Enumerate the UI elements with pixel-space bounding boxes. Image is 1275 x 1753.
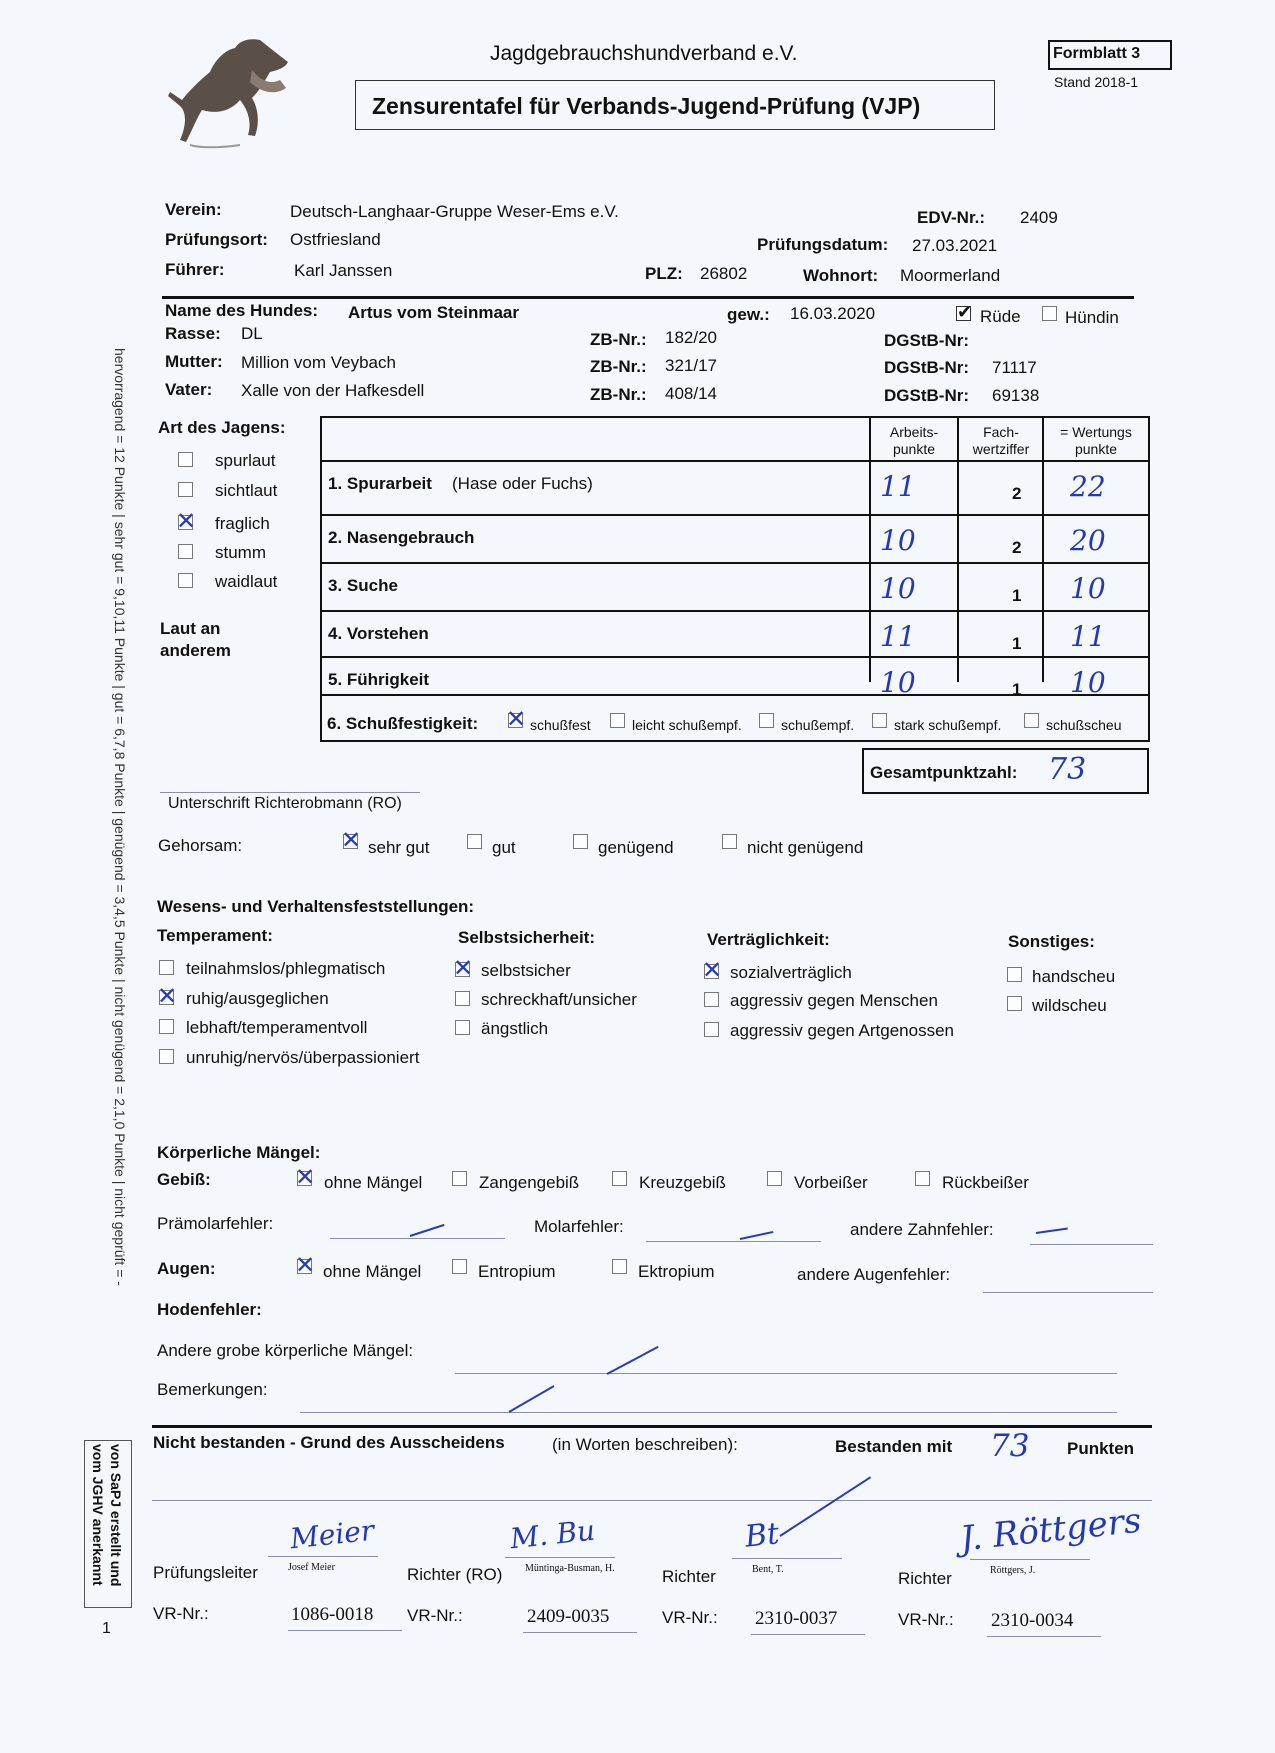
vr-value-1: 2409-0035: [527, 1606, 610, 1627]
grading-legend: hervorragend = 12 Punkte | sehr gut = 9,10,11 Punkte | gut = 6,7,8 Punkte | genügend = 3,4,5 Punkte | nicht genügend = 2,1,0 Punkte | nicht geprüft = -: [112, 348, 128, 1286]
andere-augen-line: [983, 1292, 1153, 1293]
stand-label: Stand 2018-1: [1054, 74, 1139, 90]
wohnort-label: Wohnort:: [803, 266, 879, 285]
selbst-title: Selbstsicherheit:: [458, 928, 595, 947]
gew-label: gew.:: [727, 305, 770, 324]
divider: [162, 296, 1134, 299]
wertungspunkte-value: 10: [1070, 572, 1106, 605]
gebiss-label-2: Kreuzgebiß: [639, 1173, 726, 1192]
fuehrer-value: Karl Janssen: [294, 261, 393, 280]
grund-line: [152, 1500, 1152, 1501]
edv-value: 2409: [1020, 208, 1058, 227]
jagen-checkbox-sichtlaut[interactable]: [178, 482, 193, 497]
gebiss-label-0: ohne Mängel: [324, 1173, 423, 1192]
dgstb-value-2: 71117: [992, 358, 1037, 377]
signature-line-3: [970, 1559, 1090, 1560]
augen-label-1: Entropium: [478, 1262, 556, 1281]
signer-name-1: Müntinga-Busman, H.: [525, 1563, 615, 1574]
vr-value-0: 1086-0018: [291, 1604, 374, 1625]
augen-checkbox-1[interactable]: [452, 1259, 467, 1274]
gebiss-checkbox-0[interactable]: [297, 1171, 312, 1186]
gew-value: 16.03.2020: [790, 304, 876, 323]
signer-name-3: Röttgers, J.: [990, 1565, 1036, 1576]
temperament-label-0: teilnahmslos/phlegmatisch: [186, 959, 386, 978]
wertungspunkte-value: 10: [1070, 666, 1106, 699]
fachwertziffer-value: 2: [1012, 538, 1022, 557]
vertrag-checkbox-0[interactable]: [704, 964, 719, 979]
jagen-label-waidlaut: waidlaut: [215, 572, 278, 591]
temperament-label-2: lebhaft/temperamentvoll: [186, 1018, 368, 1037]
bemerkungen-dash: [509, 1385, 555, 1413]
dgstb-label-3: DGStB-Nr:: [884, 386, 969, 405]
vater-label: Vater:: [165, 380, 213, 399]
temperament-checkbox-2[interactable]: [159, 1019, 174, 1034]
augen-label: Augen:: [157, 1259, 216, 1278]
vr-label-0: VR-Nr.:: [153, 1604, 209, 1623]
gehorsam-label-0: sehr gut: [368, 838, 430, 857]
schuss-label-4: schußscheu: [1046, 717, 1122, 733]
schuss-checkbox-1[interactable]: [610, 713, 625, 728]
gebiss-checkbox-1[interactable]: [452, 1171, 467, 1186]
wesen-title: Wesens- und Verhaltensfeststellungen:: [157, 897, 475, 916]
score-col-line-1: [869, 416, 871, 682]
org-name: Jagdgebrauchshundverband e.V.: [490, 42, 798, 65]
ruede-label: Rüde: [980, 307, 1021, 326]
signature-line-0: [268, 1556, 378, 1557]
augen-checkbox-0[interactable]: [297, 1259, 312, 1274]
ro-signature-label: Unterschrift Richterobmann (RO): [168, 795, 402, 812]
schuss-label-3: stark schußempf.: [894, 717, 1002, 733]
gesamt-value: 73: [1048, 752, 1087, 787]
molar-line: [646, 1241, 821, 1242]
plz-label: PLZ:: [645, 264, 683, 283]
temperament-checkbox-1[interactable]: [159, 990, 174, 1005]
jagen-title: Art des Jagens:: [158, 418, 286, 437]
temperament-label-1: ruhig/ausgeglichen: [186, 989, 329, 1008]
fuehrer-label: Führer:: [165, 260, 225, 279]
signer-role-0: Prüfungsleiter: [153, 1563, 258, 1582]
mutter-value: Million vom Veybach: [241, 353, 396, 372]
augen-checkbox-2[interactable]: [612, 1259, 627, 1274]
vater-value: Xalle von der Hafkesdell: [241, 381, 425, 400]
zb-value-1: 182/20: [665, 328, 717, 347]
augen-label-2: Ektropium: [638, 1262, 715, 1281]
signature-1: M. Bu: [508, 1513, 597, 1556]
vertrag-label-0: sozialverträglich: [730, 963, 852, 982]
ruede-checkbox[interactable]: [956, 306, 971, 321]
score-row-line: [320, 460, 1150, 462]
score-row-label: 2. Nasengebrauch: [328, 528, 475, 547]
molar-dash: [740, 1231, 774, 1240]
bemerkungen-label: Bemerkungen:: [157, 1380, 268, 1399]
temperament-checkbox-3[interactable]: [159, 1049, 174, 1064]
selbst-label-0: selbstsicher: [481, 961, 571, 980]
schuss-label-0: schußfest: [530, 717, 591, 733]
signer-name-2: Bent, T.: [752, 1564, 784, 1575]
signer-name-0: Josef Meier: [288, 1562, 335, 1573]
jagen-label-spurlaut: spurlaut: [215, 451, 276, 470]
vr-line-2: [751, 1634, 865, 1635]
zb-label-3: ZB-Nr.:: [590, 385, 647, 404]
gehorsam-label: Gehorsam:: [158, 836, 243, 855]
gebiss-checkbox-4[interactable]: [915, 1171, 930, 1186]
gesamt-label: Gesamtpunktzahl:: [870, 763, 1018, 782]
fachwertziffer-value: 1: [1012, 680, 1022, 699]
fachwertziffer-value: 1: [1012, 586, 1022, 605]
jagen-label-fraglich: fraglich: [215, 514, 270, 533]
hund-name-value: Artus vom Steinmaar: [348, 303, 519, 322]
jagen-checkbox-spurlaut[interactable]: [178, 452, 193, 467]
signature-3: J. Röttgers: [958, 1500, 1144, 1560]
molar-label: Molarfehler:: [534, 1217, 624, 1236]
plz-value: 26802: [700, 264, 748, 283]
laut-an-anderem: Laut an anderem: [160, 619, 231, 660]
nicht-bestanden-label: Nicht bestanden - Grund des Ausscheidens: [153, 1433, 505, 1452]
sonst-checkbox-1[interactable]: [1007, 996, 1022, 1011]
schuss-checkbox-4[interactable]: [1024, 713, 1039, 728]
datum-label: Prüfungsdatum:: [757, 235, 889, 254]
schuss-label-2: schußempf.: [781, 717, 855, 733]
sonst-title: Sonstiges:: [1008, 932, 1095, 951]
jagen-checkbox-waidlaut[interactable]: [178, 573, 193, 588]
sonst-checkbox-0[interactable]: [1007, 967, 1022, 982]
gebiss-label-4: Rückbeißer: [942, 1173, 1029, 1192]
page-number: 1: [102, 1620, 111, 1637]
grund-strike: [779, 1476, 871, 1536]
bestanden-mit-label: Bestanden mit: [835, 1437, 953, 1456]
selbst-label-2: ängstlich: [481, 1019, 549, 1038]
jagen-label-sichtlaut: sichtlaut: [215, 481, 278, 500]
schuss-line: [320, 694, 1150, 696]
ort-label: Prüfungsort:: [165, 230, 268, 249]
temperament-checkbox-0[interactable]: [159, 960, 174, 975]
gebiss-label-3: Vorbeißer: [794, 1173, 868, 1192]
verein-value: Deutsch-Langhaar-Gruppe Weser-Ems e.V.: [290, 202, 619, 221]
ro-signature-line: [160, 792, 420, 793]
header-wertungspunkte: = Wertungs punkte: [1060, 424, 1132, 457]
formblatt-label: Formblatt 3: [1053, 45, 1141, 62]
selbst-checkbox-1[interactable]: [455, 991, 470, 1006]
score-row-label: 4. Vorstehen: [328, 624, 429, 643]
temperament-title: Temperament:: [157, 926, 273, 945]
wertungspunkte-value: 22: [1070, 470, 1106, 503]
gebiss-label: Gebiß:: [157, 1170, 211, 1189]
jagen-checkbox-stumm[interactable]: [178, 544, 193, 559]
score-row-label: 3. Suche: [328, 576, 398, 595]
vr-label-3: VR-Nr.:: [898, 1610, 954, 1629]
score-row-sub: (Hase oder Fuchs): [452, 474, 593, 493]
zb-value-3: 408/14: [665, 384, 717, 403]
arbeitspunkte-value: 10: [880, 666, 916, 699]
score-row-line: [320, 656, 1150, 658]
schuss-label: 6. Schußfestigkeit:: [327, 714, 479, 733]
gehorsam-checkbox-3[interactable]: [722, 834, 737, 849]
augen-label-0: ohne Mängel: [323, 1262, 422, 1281]
praemolar-dash: [410, 1224, 445, 1237]
gebiss-label-1: Zangengebiß: [479, 1173, 580, 1192]
verein-label: Verein:: [165, 200, 222, 219]
gehorsam-label-2: genügend: [598, 838, 674, 857]
vr-line-0: [288, 1630, 402, 1631]
form-title: Zensurentafel für Verbands-Jugend-Prüfung (VJP): [372, 93, 921, 119]
signer-role-1: Richter (RO): [407, 1565, 503, 1584]
schuss-checkbox-2[interactable]: [759, 713, 774, 728]
gehorsam-checkbox-2[interactable]: [573, 834, 588, 849]
arbeitspunkte-value: 11: [880, 470, 916, 503]
huendin-label: Hündin: [1065, 308, 1119, 327]
zb-value-2: 321/17: [665, 356, 717, 375]
gebiss-checkbox-3[interactable]: [767, 1171, 782, 1186]
wertungspunkte-value: 11: [1070, 620, 1106, 653]
signature-2: Bt: [743, 1516, 781, 1555]
huendin-checkbox[interactable]: [1042, 306, 1057, 321]
dgstb-label-2: DGStB-Nr:: [884, 358, 969, 377]
mutter-label: Mutter:: [165, 352, 223, 371]
andere-grob-dash: [607, 1346, 659, 1375]
bestanden-punkte-value: 73: [990, 1428, 1030, 1464]
koerper-title: Körperliche Mängel:: [157, 1143, 321, 1162]
selbst-checkbox-0[interactable]: [455, 962, 470, 977]
hund-name-label: Name des Hundes:: [165, 301, 319, 320]
score-col-line-2: [957, 416, 959, 682]
fachwertziffer-value: 1: [1012, 634, 1022, 653]
score-row-label: 5. Führigkeit: [328, 670, 430, 689]
ort-value: Ostfriesland: [290, 230, 381, 249]
in-worten-label: (in Worten beschreiben):: [552, 1435, 738, 1454]
edv-label: EDV-Nr.:: [917, 208, 986, 227]
schuss-label-1: leicht schußempf.: [632, 717, 742, 733]
temperament-label-3: unruhig/nervös/überpassioniert: [186, 1048, 420, 1067]
praemolar-line: [330, 1238, 505, 1239]
sapj-note: von SaPJ erstellt und vom JGHV anerkannt: [90, 1444, 124, 1587]
gehorsam-label-3: nicht genügend: [747, 838, 864, 857]
wertungspunkte-value: 20: [1070, 524, 1106, 557]
score-row-line: [320, 514, 1150, 516]
datum-value: 27.03.2021: [912, 236, 998, 255]
selbst-label-1: schreckhaft/unsicher: [481, 990, 637, 1009]
signature-line-1: [505, 1557, 615, 1558]
jagen-label-stumm: stumm: [215, 543, 266, 562]
vertrag-checkbox-1[interactable]: [704, 992, 719, 1007]
arbeitspunkte-value: 10: [880, 524, 916, 557]
vr-line-3: [987, 1636, 1101, 1637]
gehorsam-label-1: gut: [492, 838, 516, 857]
vertrag-label-2: aggressiv gegen Artgenossen: [730, 1021, 954, 1040]
header-fachwertziffer: Fach-wertziffer: [972, 424, 1030, 457]
vertrag-title: Verträglichkeit:: [707, 930, 830, 949]
rasse-value: DL: [241, 324, 263, 343]
zb-label-1: ZB-Nr.:: [590, 330, 647, 349]
schuss-checkbox-3[interactable]: [872, 713, 887, 728]
jagen-checkbox-fraglich[interactable]: [178, 515, 193, 530]
schuss-checkbox-0[interactable]: [508, 713, 523, 728]
gehorsam-checkbox-1[interactable]: [467, 834, 482, 849]
signer-role-2: Richter: [662, 1567, 716, 1586]
sonst-label-0: handscheu: [1032, 967, 1116, 986]
praemolar-label: Prämolarfehler:: [157, 1214, 274, 1233]
hoden-label: Hodenfehler:: [157, 1300, 262, 1319]
gehorsam-checkbox-0[interactable]: [343, 834, 358, 849]
vr-value-3: 2310-0034: [991, 1610, 1074, 1631]
dgstb-label-1: DGStB-Nr:: [884, 331, 969, 350]
punkten-label: Punkten: [1067, 1439, 1135, 1458]
zb-label-2: ZB-Nr.:: [590, 357, 647, 376]
jghv-logo-dog: [160, 30, 300, 160]
signature-0: Meier: [288, 1513, 376, 1556]
arbeitspunkte-value: 11: [880, 620, 916, 653]
selbst-checkbox-2[interactable]: [455, 1020, 470, 1035]
score-row-label: 1. Spurarbeit: [328, 474, 432, 493]
vr-label-1: VR-Nr.:: [407, 1606, 463, 1625]
bemerkungen-line: [300, 1412, 1117, 1413]
andere-grob-line: [455, 1373, 1117, 1374]
andere-augen-label: andere Augenfehler:: [797, 1265, 951, 1284]
signer-role-3: Richter: [898, 1569, 952, 1588]
signature-line-2: [732, 1558, 842, 1559]
andere-zahn-dash: [1036, 1228, 1068, 1234]
arbeitspunkte-value: 10: [880, 572, 916, 605]
gebiss-checkbox-2[interactable]: [612, 1171, 627, 1186]
score-row-line: [320, 610, 1150, 612]
vertrag-checkbox-2[interactable]: [704, 1022, 719, 1037]
wohnort-value: Moormerland: [900, 266, 1001, 285]
andere-zahn-label: andere Zahnfehler:: [850, 1220, 994, 1239]
fachwertziffer-value: 2: [1012, 484, 1022, 503]
vr-label-2: VR-Nr.:: [662, 1608, 718, 1627]
rasse-label: Rasse:: [165, 324, 221, 343]
andere-grob-label: Andere grobe körperliche Mängel:: [157, 1341, 414, 1360]
score-row-line: [320, 562, 1150, 564]
vr-line-1: [523, 1632, 637, 1633]
andere-zahn-line: [1030, 1244, 1153, 1245]
dgstb-value-3: 69138: [992, 386, 1040, 405]
sonst-label-1: wildscheu: [1032, 996, 1107, 1015]
vr-value-2: 2310-0037: [755, 1608, 838, 1629]
header-arbeitspunkte: Arbeits-punkte: [889, 424, 939, 457]
vertrag-label-1: aggressiv gegen Menschen: [730, 991, 938, 1010]
